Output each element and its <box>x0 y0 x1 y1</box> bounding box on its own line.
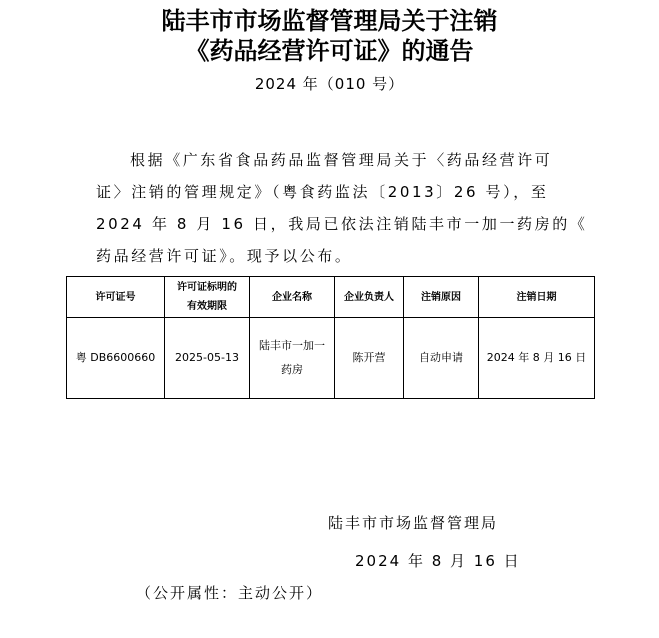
header-company-name: 企业名称 <box>250 277 335 318</box>
cell-cancel-date: 2024 年 8 月 16 日 <box>479 318 595 399</box>
table-row <box>67 318 595 399</box>
body-line-2: 证〉注销的管理规定》（粤食药监法〔2013〕26 号），至 <box>96 183 549 201</box>
cell-valid-until: 2025-05-13 <box>165 318 250 399</box>
signature-organization: 陆丰市市场监督管理局 <box>328 514 499 532</box>
notice-title-line-2: 《药品经营许可证》的通告 <box>185 36 474 65</box>
cell-license-no: 粤 DB6600660 <box>67 318 165 399</box>
table-header-row <box>67 277 595 318</box>
notice-title-line-1: 陆丰市市场监督管理局关于注销 <box>161 6 498 35</box>
body-line-4: 药品经营许可证》。现予以公布。 <box>96 247 353 265</box>
signature-date: 2024 年 8 月 16 日 <box>355 552 521 570</box>
header-cancel-date: 注销日期 <box>479 277 595 318</box>
cell-responsible-person: 陈开营 <box>335 318 404 399</box>
cancellation-table <box>66 276 595 399</box>
header-license-no: 许可证号 <box>67 277 165 318</box>
header-valid-period: 许可证标明的 有效期限 <box>165 277 250 318</box>
disclosure-attribute: （公开属性：主动公开） <box>136 584 324 602</box>
body-line-1: 根据《广东省食品药品监督管理局关于〈药品经营许可 <box>130 151 553 169</box>
notice-body-paragraph <box>96 144 588 272</box>
header-responsible-person: 企业负责人 <box>335 277 404 318</box>
header-cancel-reason: 注销原因 <box>404 277 479 318</box>
document-number: 2024 年（010 号） <box>254 75 405 93</box>
body-line-3: 2024 年 8 月 16 日，我局已依法注销陆丰市一加一药房的《 <box>96 215 588 233</box>
cell-cancel-reason: 自动申请 <box>404 318 479 399</box>
cell-company-name: 陆丰市一加一 药房 <box>250 318 335 399</box>
